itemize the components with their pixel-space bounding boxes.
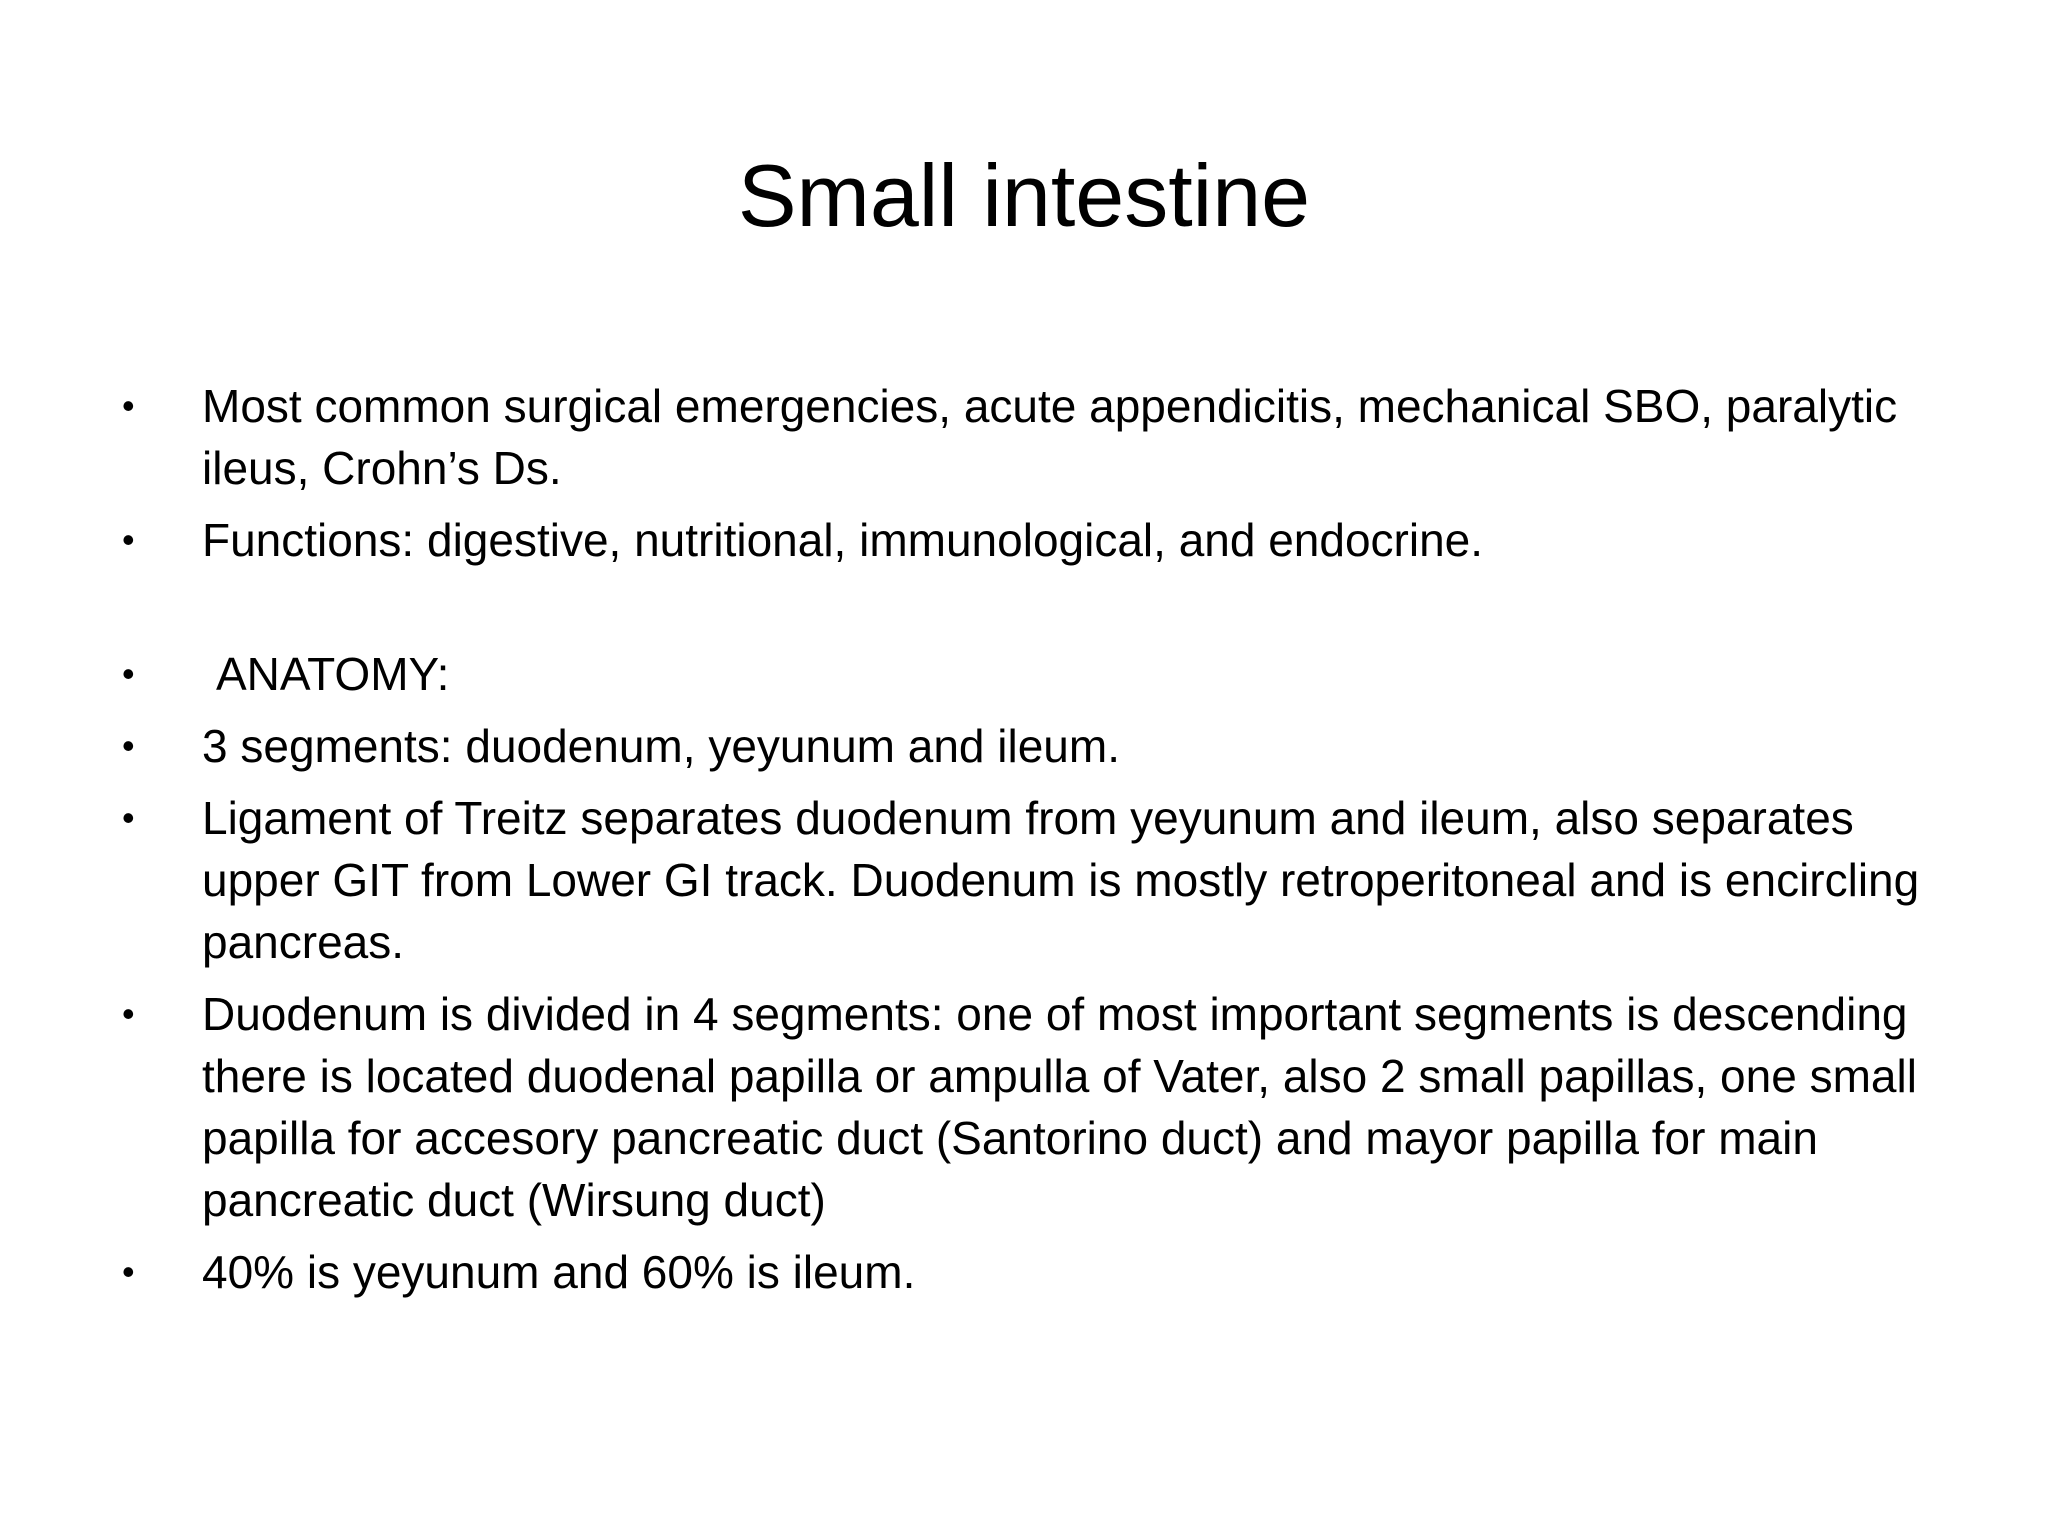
bullet-item-functions bbox=[122, 509, 1922, 571]
bullet-dot-icon: • bbox=[122, 519, 135, 560]
slide-title: Small intestine bbox=[737, 146, 1311, 245]
bullet-item-duodenum-segments bbox=[122, 983, 1922, 1231]
bullet-dot-icon: • bbox=[122, 797, 135, 838]
bullet-dot-icon: • bbox=[122, 385, 135, 426]
bullet-item-ligament-of-treitz bbox=[122, 787, 1922, 973]
bullet-item-anatomy-heading bbox=[122, 643, 1922, 705]
bullet-text: 3 segments: duodenum, yeyunum and ileum. bbox=[202, 720, 1120, 772]
bullet-text: Duodenum is divided in 4 segments: one of most important segments is descending there is located duodenal papilla or ampulla of Vater, also 2 small papillas, one small papilla for accesory pancreatic duct (Santorino duct) and mayor papilla for main pancreatic duct (Wirsung duct) bbox=[202, 988, 1917, 1226]
bullet-dot-icon: • bbox=[122, 725, 135, 766]
bullet-text: Most common surgical emergencies, acute appendicitis, mechanical SBO, paralytic ileus, Crohn’s Ds. bbox=[202, 380, 1898, 494]
bullet-item-segments bbox=[122, 715, 1922, 777]
bullet-dot-icon: • bbox=[122, 653, 135, 694]
bullet-text: Ligament of Treitz separates duodenum from yeyunum and ileum, also separates upper GIT from Lower GI track. Duodenum is mostly retroperitoneal and is encircling pancreas. bbox=[202, 792, 1920, 968]
bullet-list bbox=[122, 375, 1922, 1313]
bullet-text: ANATOMY: bbox=[216, 648, 450, 700]
bullet-item-yeyunum-ileum-ratio bbox=[122, 1241, 1922, 1303]
bullet-text: 40% is yeyunum and 60% is ileum. bbox=[202, 1246, 916, 1298]
bullet-item-surgical-emergencies bbox=[122, 375, 1922, 499]
bullet-text: Functions: digestive, nutritional, immunological, and endocrine. bbox=[202, 514, 1484, 566]
bullet-dot-icon: • bbox=[122, 1251, 135, 1292]
bullet-dot-icon: • bbox=[122, 993, 135, 1034]
